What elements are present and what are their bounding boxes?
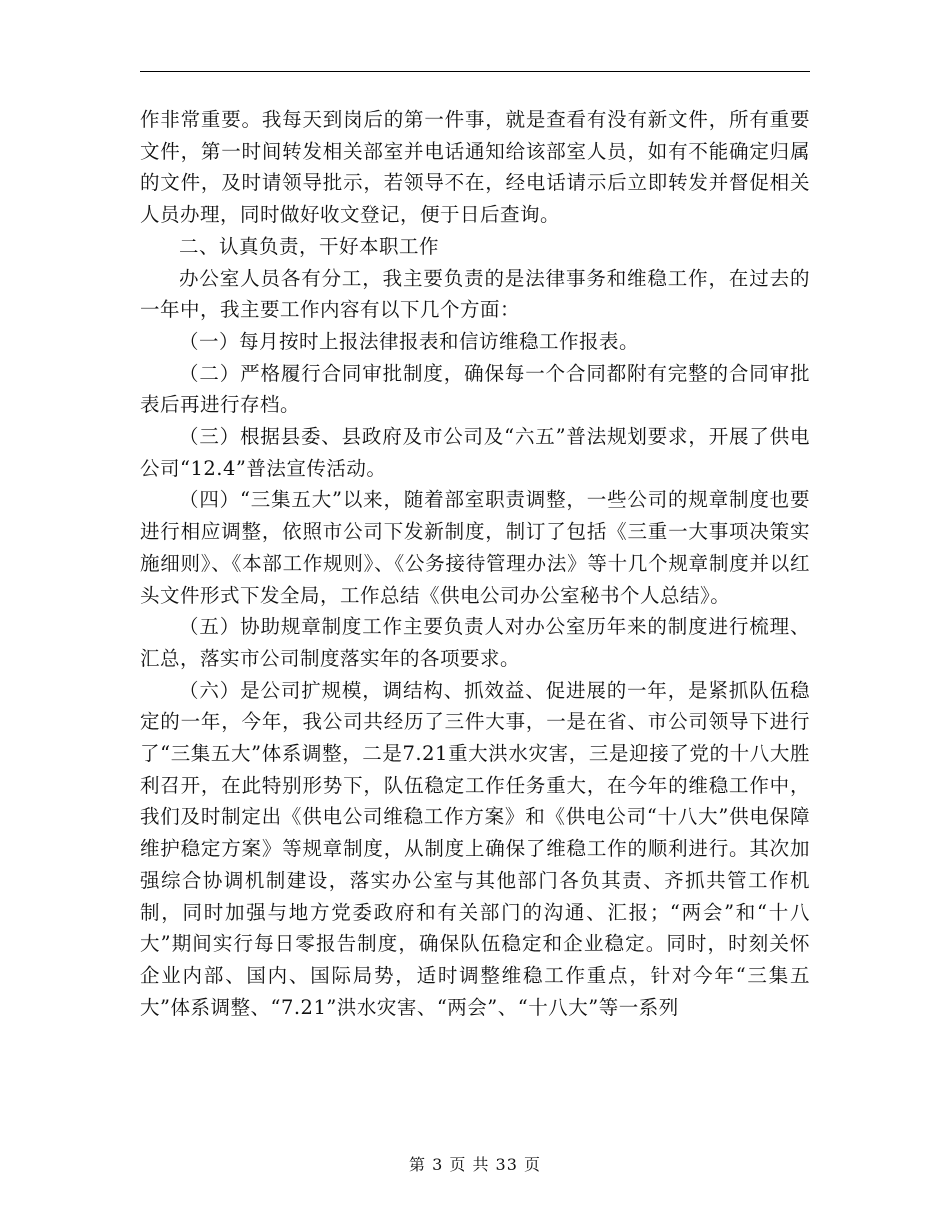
- list-item-4: （四）“三集五大”以来，随着部室职责调整，一些公司的规章制度也要进行相应调整，依照市公司下发新制度，制订了包括《三重一大事项决策实施细则》、《本部工作规则》、《公务接待管理办法》等十几个规章制度并以红头文件形式下发全局，工作总结《供电公司办公室秘书个人总结》。: [140, 488, 810, 607]
- list-item-2: （二）严格履行合同审批制度，确保每一个合同都附有完整的合同审批表后再进行存档。: [140, 361, 810, 417]
- list-item-3: （三）根据县委、县政府及市公司及“六五”普法规划要求，开展了供电公司“12.4”普法宣传活动。: [140, 425, 810, 480]
- document-body: [140, 104, 810, 1023]
- page-footer: [0, 1152, 950, 1175]
- list-item-6: （六）是公司扩规模，调结构、抓效益、促进展的一年，是紧抓队伍稳定的一年，今年，我公司共经历了三件大事，一是在省、市公司领导下进行了“三集五大”体系调整，二是7.21重大洪水灾害，三是迎接了党的十八大胜利召开，在此特别形势下，队伍稳定工作任务重大，在今年的维稳工作中，我们及时制定出《供电公司维稳工作方案》和《供电公司“十八大”供电保障维护稳定方案》等规章制度，从制度上确保了维稳工作的顺利进行。其次加强综合协调机制建设，落实办公室与其他部门各负其责、齐抓共管工作机制，同时加强与地方党委政府和有关部门的沟通、汇报；“两会”和“十八大”期间实行每日零报告制度，确保队伍稳定和企业稳定。同时，时刻关怀企业内部、国内、国际局势，适时调整维稳工作重点，针对今年“三集五大”体系调整、“7.21”洪水灾害、“两会”、“十八大”等一系列: [140, 678, 810, 1019]
- section-heading: 二、认真负责，干好本职工作: [179, 234, 440, 258]
- paragraph-continuation: 作非常重要。我每天到岗后的第一件事，就是查看有没有新文件，所有重要文件，第一时间转发相关部室并电话通知给该部室人员，如有不能确定归属的文件，及时请领导批示，若领导不在，经电话请示后立即转发并督促相关人员办理，同时做好收文登记，便于日后查询。: [140, 108, 810, 227]
- list-item-1: （一）每月按时上报法律报表和信访维稳工作报表。: [179, 329, 640, 353]
- list-item-5: （五）协助规章制度工作主要负责人对办公室历年来的制度进行梳理、汇总，落实市公司制度落实年的各项要求。: [140, 615, 810, 670]
- paragraph-intro: 办公室人员各有分工，我主要负责的是法律事务和维稳工作，在过去的一年中，我主要工作内容有以下几个方面：: [140, 266, 810, 322]
- page-number: 第 3 页 共 33 页: [409, 1155, 541, 1174]
- header-rule: [140, 71, 810, 72]
